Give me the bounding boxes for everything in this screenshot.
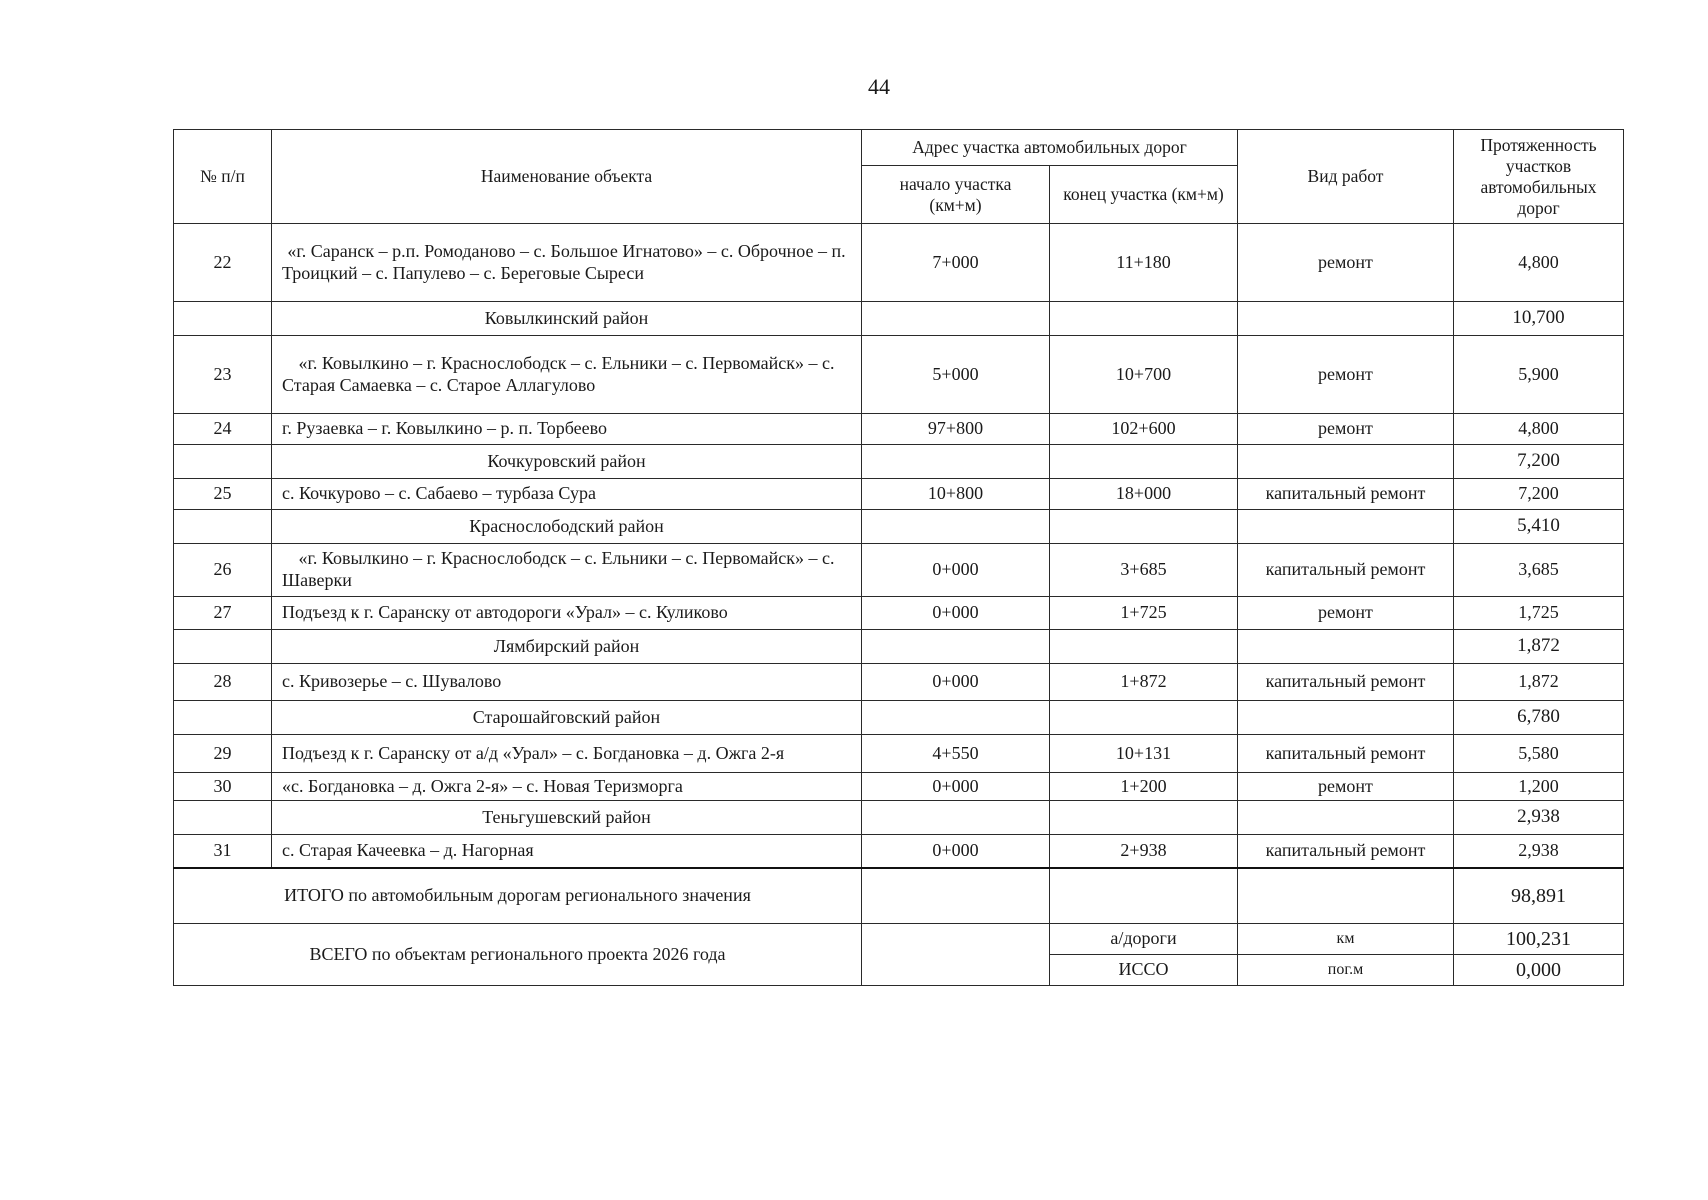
object-name: «г. Саранск – р.п. Ромоданово – с. Большое Игнатово» – с. Оброчное – п. Троицкий – с. Папулево – с. Береговые Сыреси: [272, 224, 862, 302]
table-row: [174, 479, 1624, 510]
district-row: [174, 801, 1624, 835]
district-length: 10,700: [1454, 302, 1624, 336]
table-row: [174, 414, 1624, 445]
end-km: 102+600: [1050, 414, 1238, 445]
work-type: ремонт: [1238, 773, 1454, 801]
road-length: 5,900: [1454, 336, 1624, 414]
object-name: «с. Богдановка – д. Ожга 2-я» – с. Новая Теризморга: [272, 773, 862, 801]
district-end: [1050, 701, 1238, 735]
row-number: 22: [174, 224, 272, 302]
start-km: 7+000: [862, 224, 1050, 302]
table-body: [174, 224, 1624, 868]
object-name: г. Рузаевка – г. Ковылкино – р. п. Торбеево: [272, 414, 862, 445]
end-km: 1+200: [1050, 773, 1238, 801]
district-row: [174, 302, 1624, 336]
district-start: [862, 701, 1050, 735]
total-start: [862, 868, 1050, 924]
district-length: 5,410: [1454, 510, 1624, 544]
object-name: Подъезд к г. Саранску от автодороги «Урал» – с. Куликово: [272, 597, 862, 630]
total-label: ИТОГО по автомобильным дорогам регионального значения: [174, 868, 862, 924]
page-number: 44: [868, 74, 890, 99]
district-name: Лямбирский район: [272, 630, 862, 664]
district-start: [862, 801, 1050, 835]
district-num: [174, 302, 272, 336]
district-name: Старошайговский район: [272, 701, 862, 735]
table-row: [174, 544, 1624, 597]
row-number: 30: [174, 773, 272, 801]
district-work: [1238, 630, 1454, 664]
table-row: [174, 735, 1624, 773]
road-works-table: [173, 129, 1624, 986]
district-num: [174, 701, 272, 735]
district-name: Краснослободский район: [272, 510, 862, 544]
grand-total-roads-unit: км: [1238, 924, 1454, 955]
table-row: [174, 224, 1624, 302]
total-work: [1238, 868, 1454, 924]
header-address: Адрес участка автомобильных дорог: [862, 130, 1238, 166]
row-number: 26: [174, 544, 272, 597]
district-work: [1238, 510, 1454, 544]
district-num: [174, 445, 272, 479]
district-work: [1238, 302, 1454, 336]
district-length: 2,938: [1454, 801, 1624, 835]
row-number: 28: [174, 664, 272, 701]
row-number: 27: [174, 597, 272, 630]
object-name: Подъезд к г. Саранску от а/д «Урал» – с. Богдановка – д. Ожга 2-я: [272, 735, 862, 773]
end-km: 11+180: [1050, 224, 1238, 302]
work-type: ремонт: [1238, 336, 1454, 414]
district-start: [862, 510, 1050, 544]
district-start: [862, 302, 1050, 336]
object-name: «г. Ковылкино – г. Краснослободск – с. Ельники – с. Первомайск» – с. Шаверки: [272, 544, 862, 597]
work-type: капитальный ремонт: [1238, 835, 1454, 868]
row-number: 31: [174, 835, 272, 868]
work-type: ремонт: [1238, 224, 1454, 302]
start-km: 0+000: [862, 835, 1050, 868]
object-name: «г. Ковылкино – г. Краснослободск – с. Ельники – с. Первомайск» – с. Старая Самаевка – с. Старое Аллагулово: [272, 336, 862, 414]
header-end: конец участка (км+м): [1050, 166, 1238, 224]
district-work: [1238, 701, 1454, 735]
road-length: 2,938: [1454, 835, 1624, 868]
end-km: 18+000: [1050, 479, 1238, 510]
grand-total-label: ВСЕГО по объектам регионального проекта 2026 года: [174, 924, 862, 986]
total-length: 98,891: [1454, 868, 1624, 924]
district-end: [1050, 801, 1238, 835]
district-start: [862, 445, 1050, 479]
road-length: 3,685: [1454, 544, 1624, 597]
work-type: ремонт: [1238, 597, 1454, 630]
district-row: [174, 445, 1624, 479]
grand-total-isso-label: ИССО: [1050, 955, 1238, 986]
work-type: капитальный ремонт: [1238, 544, 1454, 597]
work-type: ремонт: [1238, 414, 1454, 445]
district-name: Кочкуровский район: [272, 445, 862, 479]
grand-total-isso-unit: пог.м: [1238, 955, 1454, 986]
road-length: 1,200: [1454, 773, 1624, 801]
end-km: 1+725: [1050, 597, 1238, 630]
grand-total-empty: [862, 924, 1050, 986]
row-number: 24: [174, 414, 272, 445]
table-row: [174, 336, 1624, 414]
district-row: [174, 701, 1624, 735]
header-num: № п/п: [174, 130, 272, 224]
header-name: Наименование объекта: [272, 130, 862, 224]
total-end: [1050, 868, 1238, 924]
district-end: [1050, 445, 1238, 479]
end-km: 10+131: [1050, 735, 1238, 773]
grand-total-isso-value: 0,000: [1454, 955, 1624, 986]
district-end: [1050, 302, 1238, 336]
district-row: [174, 510, 1624, 544]
header-length: Протяженность участков автомобильных дорог: [1454, 130, 1624, 224]
district-name: Теньгушевский район: [272, 801, 862, 835]
district-start: [862, 630, 1050, 664]
header-work-type: Вид работ: [1238, 130, 1454, 224]
start-km: 4+550: [862, 735, 1050, 773]
road-length: 5,580: [1454, 735, 1624, 773]
start-km: 97+800: [862, 414, 1050, 445]
district-work: [1238, 445, 1454, 479]
table-row: [174, 835, 1624, 868]
district-row: [174, 630, 1624, 664]
start-km: 0+000: [862, 664, 1050, 701]
object-name: с. Кочкурово – с. Сабаево – турбаза Сура: [272, 479, 862, 510]
header-start: начало участка (км+м): [862, 166, 1050, 224]
row-number: 23: [174, 336, 272, 414]
district-work: [1238, 801, 1454, 835]
road-length: 1,872: [1454, 664, 1624, 701]
end-km: 1+872: [1050, 664, 1238, 701]
object-name: с. Кривозерье – с. Шувалово: [272, 664, 862, 701]
table-row: [174, 664, 1624, 701]
start-km: 0+000: [862, 597, 1050, 630]
table-row: [174, 597, 1624, 630]
district-end: [1050, 630, 1238, 664]
start-km: 5+000: [862, 336, 1050, 414]
start-km: 10+800: [862, 479, 1050, 510]
row-number: 25: [174, 479, 272, 510]
object-name: с. Старая Качеевка – д. Нагорная: [272, 835, 862, 868]
end-km: 10+700: [1050, 336, 1238, 414]
district-num: [174, 510, 272, 544]
district-num: [174, 630, 272, 664]
row-number: 29: [174, 735, 272, 773]
work-type: капитальный ремонт: [1238, 664, 1454, 701]
grand-total-roads-value: 100,231: [1454, 924, 1624, 955]
district-end: [1050, 510, 1238, 544]
road-length: 7,200: [1454, 479, 1624, 510]
grand-total-roads-label: а/дороги: [1050, 924, 1238, 955]
district-num: [174, 801, 272, 835]
district-length: 7,200: [1454, 445, 1624, 479]
road-length: 4,800: [1454, 224, 1624, 302]
road-length: 1,725: [1454, 597, 1624, 630]
start-km: 0+000: [862, 544, 1050, 597]
table-row: [174, 773, 1624, 801]
start-km: 0+000: [862, 773, 1050, 801]
district-name: Ковылкинский район: [272, 302, 862, 336]
district-length: 1,872: [1454, 630, 1624, 664]
end-km: 3+685: [1050, 544, 1238, 597]
district-length: 6,780: [1454, 701, 1624, 735]
road-length: 4,800: [1454, 414, 1624, 445]
work-type: капитальный ремонт: [1238, 479, 1454, 510]
end-km: 2+938: [1050, 835, 1238, 868]
work-type: капитальный ремонт: [1238, 735, 1454, 773]
